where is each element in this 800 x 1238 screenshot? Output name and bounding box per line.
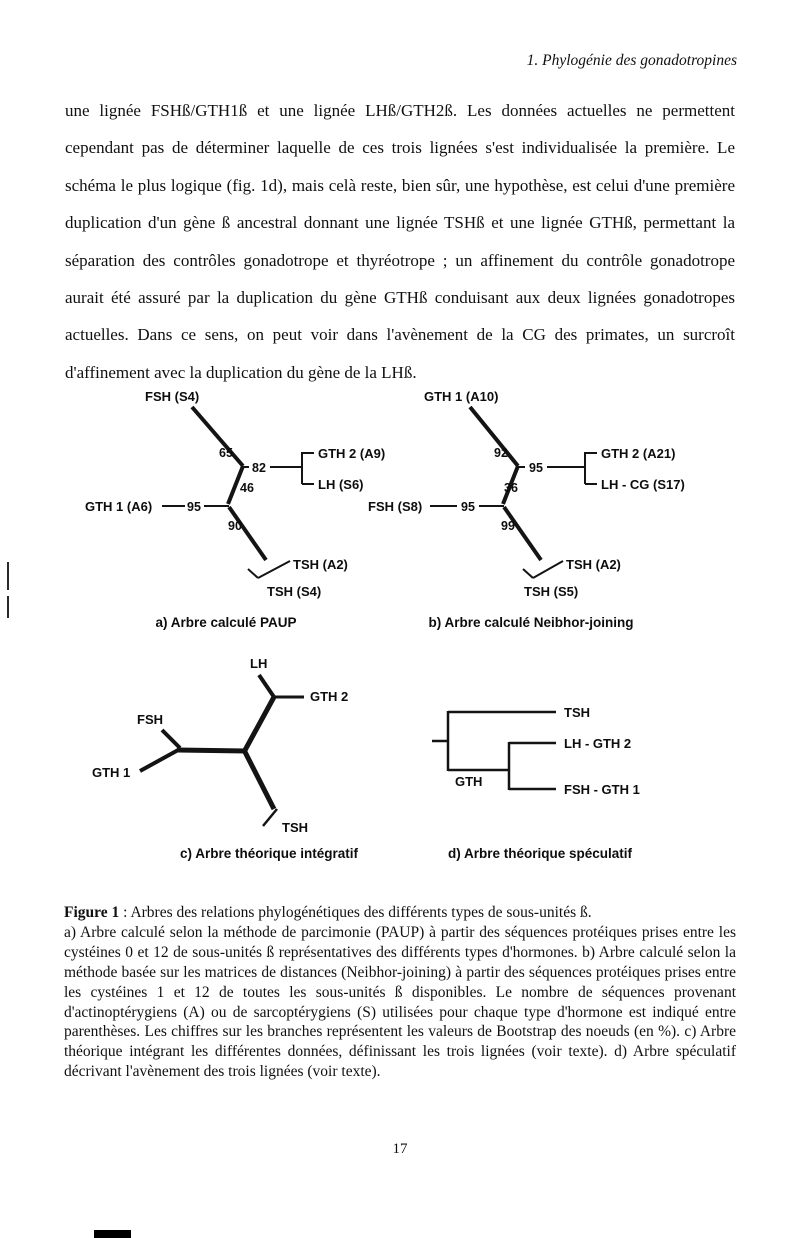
tree-d-speculative [432, 705, 640, 861]
taxon-label-gth1: GTH 1 (A6) [85, 499, 153, 514]
taxon-label-tsh-a: TSH (A2) [566, 557, 621, 572]
branch-line [248, 569, 258, 578]
branch-line [229, 507, 266, 560]
bootstrap-value: 99 [501, 519, 515, 533]
taxon-label-fsh: FSH (S4) [145, 389, 200, 404]
page-number: 17 [392, 1141, 408, 1157]
branch-line [177, 750, 246, 751]
figure-label: Figure 1 [64, 904, 120, 921]
branch-line [244, 750, 274, 809]
taxon-label-gth2: GTH 2 [310, 689, 349, 704]
branch-line [140, 749, 180, 771]
taxon-label-lh-gth2: LH - GTH 2 [564, 736, 632, 751]
tree-a-caption: a) Arbre calculé PAUP [155, 615, 297, 630]
bootstrap-value: 92 [494, 446, 508, 460]
branch-line [533, 561, 563, 578]
tree-c-caption: c) Arbre théorique intégratif [179, 846, 359, 861]
taxon-label-gth2: GTH 2 (A9) [318, 446, 386, 461]
taxon-label-gth: GTH [455, 774, 483, 789]
body-paragraph: une lignée FSHß/GTH1ß et une lignée LHß/GTH2ß. Les données actuelles ne permettent cependant pas de déterminer laquelle de ces trois lignées s'est individualisée la première. Le schéma le plus logique (fig. 1d), mais celà reste, bien sûr, une hypothèse, est celui d'une première duplication d'un gène ß ancestral donnant une lignée TSHß et une lignée GTHß, permettant la séparation des contrôles gonadotrope et thyréotrope ; un affinement du contrôle gonadotrope aurait été assuré par la duplication du gène GTHß conduisant aux deux lignées gonadotropes actuelles. Dans ce sens, on peut voir dans l'avènement de la CG des primates, un surcroît d'affinement avec la duplication du gène de la LHß. [65, 101, 735, 382]
taxon-label-tsh-s: TSH (S4) [267, 584, 322, 599]
scan-artifact [94, 1230, 131, 1238]
tree-c-integrative [92, 656, 359, 861]
tree-a-paup [85, 389, 385, 630]
taxon-label-fsh: FSH [137, 712, 163, 727]
bootstrap-value: 95 [461, 500, 475, 514]
branch-line [504, 507, 541, 560]
taxon-label-tsh-a: TSH (A2) [293, 557, 348, 572]
branch-line [523, 569, 533, 578]
bootstrap-value: 90 [228, 519, 242, 533]
branch-line [244, 697, 274, 752]
branch-line [259, 675, 274, 697]
bootstrap-value: 65 [219, 446, 233, 460]
figure-caption-body: a) Arbre calculé selon la méthode de parcimonie (PAUP) à partir des séquences protéiques prises entre les cystéines 0 et 12 de sous-unités ß représentatives des différents types d'hormones. b) Arbre calculé selon la méthode basée sur les matrices de distances (Neibhor-joining) à partir des séquences protéiques prises entre les cystéines 1 et 12 de toutes les sous-unités ß disponibles. Le nombre de séquences provenant d'actinoptérygiens (A) ou de sarcoptérygiens (S) utilisées pour chaque type d'hormone est indiqué entre parenthèses. Les chiffres sur les branches représentent les valeurs de Bootstrap des noeuds (en %). c) Arbre théorique intégrant les différentes données, définissant les trois lignées (voir texte). d) Arbre spéculatif décrivant l'avènement des trois lignées (voir texte). [64, 923, 736, 1081]
taxon-label-lh: LH [250, 656, 268, 671]
taxon-label-fsh-gth1: FSH - GTH 1 [564, 782, 640, 797]
figure-phylogenetic-trees [0, 380, 800, 880]
bootstrap-value: 46 [240, 481, 254, 495]
branch-line [263, 809, 277, 826]
bootstrap-value: 95 [529, 461, 543, 475]
running-head: 1. Phylogénie des gonadotropines [526, 52, 737, 69]
figure-caption [64, 903, 736, 1082]
taxon-label-fsh: FSH (S8) [368, 499, 423, 514]
taxon-label-lh: LH (S6) [318, 477, 364, 492]
taxon-label-gth2: GTH 2 (A21) [601, 446, 676, 461]
taxon-label-gth1: GTH 1 [92, 765, 131, 780]
branch-line [162, 730, 180, 748]
scan-artifact [7, 562, 9, 590]
bootstrap-value: 82 [252, 461, 266, 475]
tree-b-neighbor-joining [368, 389, 685, 630]
taxon-label-lh-cg: LH - CG (S17) [601, 477, 685, 492]
branch-line [192, 407, 243, 466]
figure-title-text: : Arbres des relations phylogénétiques des différents types de sous-unités ß. [119, 904, 592, 921]
taxon-label-tsh: TSH [564, 705, 590, 720]
tree-d-caption: d) Arbre théorique spéculatif [447, 846, 633, 861]
tree-b-caption: b) Arbre calculé Neibhor-joining [428, 615, 634, 630]
bootstrap-value: 95 [187, 500, 201, 514]
figure-caption-title [64, 903, 736, 923]
taxon-label-tsh-s: TSH (S5) [524, 584, 579, 599]
taxon-label-tsh: TSH [282, 820, 308, 835]
scan-artifact [7, 596, 9, 618]
branch-line [258, 561, 290, 578]
bootstrap-value: 36 [504, 481, 518, 495]
taxon-label-gth1: GTH 1 (A10) [424, 389, 499, 404]
